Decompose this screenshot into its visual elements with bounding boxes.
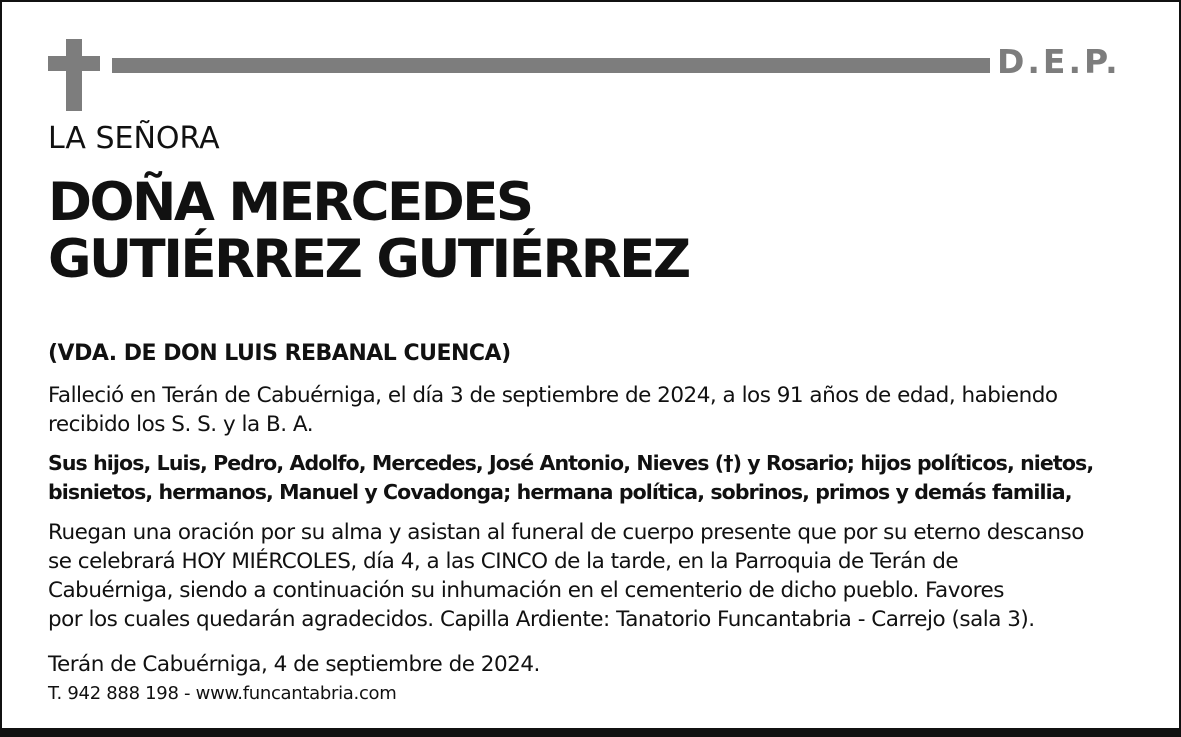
funeral-details-line: se celebrará HOY MIÉRCOLES, día 4, a las CINCO de la tarde, en la Parroquia de Terán de [48,549,959,574]
deceased-name [48,174,689,288]
family-list [48,449,1158,507]
death-details [48,381,1158,439]
deceased-name-line-2: GUTIÉRREZ GUTIÉRREZ [48,229,689,290]
header-rule [112,58,990,73]
funeral-details-line: Cabuérniga, siendo a continuación su inhumación en el cementerio de dicho pueblo. Favores [48,578,1004,603]
family-list-line: Sus hijos, Luis, Pedro, Adolfo, Mercedes, José Antonio, Nieves (†) y Rosario; hijos políticos, nietos, [48,451,1094,475]
honorific-prefix: LA SEÑORA [48,121,220,156]
contact-info: T. 942 888 198 - www.funcantabria.com [48,683,397,704]
family-list-line: bisnietos, hermanos, Manuel y Covadonga; hermana política, sobrinos, primos y demás familia, [48,480,1072,504]
widow-of: (VDA. DE DON LUIS REBANAL CUENCA) [48,341,511,366]
cross-icon [48,39,100,111]
death-details-line: Falleció en Terán de Cabuérniga, el día 3 de septiembre de 2024, a los 91 años de edad, habiendo [48,383,1058,408]
funeral-details [48,518,1158,634]
death-details-line: recibido los S. S. y la B. A. [48,412,314,437]
dep-label: D.E.P. [997,42,1121,81]
deceased-name-line-1: DOÑA MERCEDES [48,172,532,233]
funeral-details-line: por los cuales quedarán agradecidos. Capilla Ardiente: Tanatorio Funcantabria - Carrejo (sala 3). [48,607,1035,632]
place-date: Terán de Cabuérniga, 4 de septiembre de 2024. [48,652,540,677]
funeral-details-line: Ruegan una oración por su alma y asistan al funeral de cuerpo presente que por su eterno descanso [48,520,1084,545]
